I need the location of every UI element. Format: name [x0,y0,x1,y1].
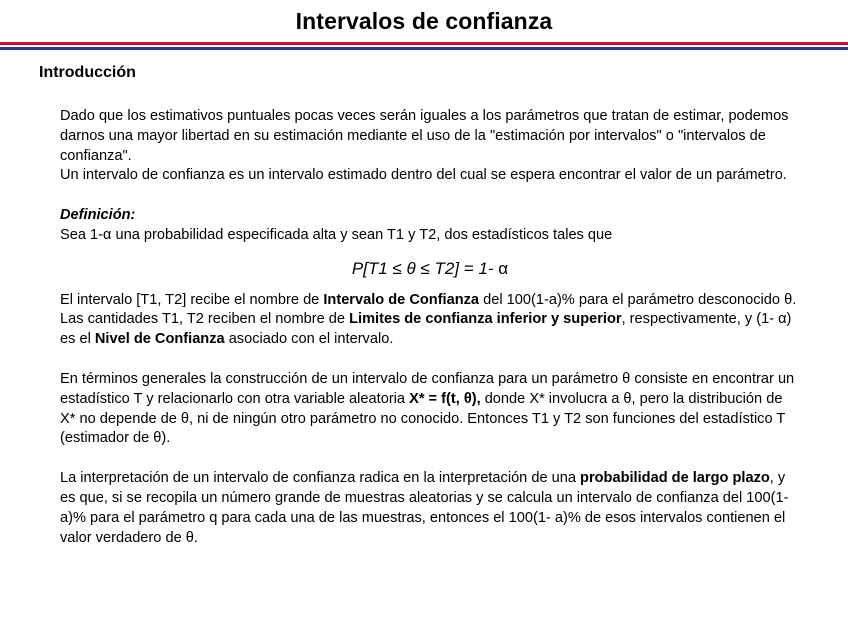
intro-paragraph-1: Dado que los estimativos puntuales pocas veces serán iguales a los parámetros que tratan de estimar, podemos darnos una mayor libertad en su estimación mediante el uso de la "estimación por intervalos" o "intervalos de confianza". [60,108,789,164]
term-intervalo-de-confianza: Intervalo de Confianza [323,291,480,308]
definition-title: Definición: [60,207,136,224]
paragraph-interval-definition: El intervalo [T1, T2] recibe el nombre de Intervalo de Confianza del 100(1-a)% para el parámetro desconocido θ. Las cantidades T1, T2 reciben el nombre de Limites de confianza inferior y superior, respectivamente, y (1- α) es el Nivel de Confianza asociado con el intervalo. [60,291,797,348]
header-rule-blue [0,47,848,50]
paragraph-construction: En términos generales la construcción de un intervalo de confianza para un parámetro θ consiste en encontrar un estadístico T y relacionarlo con otra variable aleatoria X* = f(t, θ), donde X* involucra a θ, pero la distribución de X* no depende de θ, ni de ningún otro parámetro no conocido. Entonces T1 y T2 son funciones del estadístico T (estimador de θ). [60,370,795,447]
term-variable-aleatoria: X* = f(t, θ), [409,390,481,407]
formula-expression: P[T1 ≤ θ ≤ T2] = 1- [351,258,494,278]
intro-paragraph-2: Un intervalo de confianza es un intervalo estimado dentro del cual se espera encontrar el valor de un parámetro. [60,167,787,184]
formula [60,259,800,279]
page-title: Intervalos de confianza [295,8,553,34]
header-rule-red [0,42,848,45]
paragraph-interpretation: La interpretación de un intervalo de confianza radica en la interpretación de una probabilidad de largo plazo, y es que, si se recopila un número grande de muestras aleatorias y se calcula un intervalo de confianza del 100(1-a)% para el parámetro q para cada una de las muestras, entonces el 100(1- a)% de esos intervalos contienen el valor verdadero de θ. [60,470,789,546]
term-probabilidad-largo-plazo: probabilidad de largo plazo [580,470,770,487]
content-body [60,107,800,548]
term-nivel-de-confianza: Nivel de Confianza [94,331,225,348]
formula-alpha: α [493,258,509,278]
term-limites-de-confianza: Limites de confianza inferior y superior [349,311,622,328]
section-heading: Introducción [39,64,136,81]
definition-text: Sea 1-α una probabilidad especificada alta y sean T1 y T2, dos estadísticos tales que [60,226,613,243]
